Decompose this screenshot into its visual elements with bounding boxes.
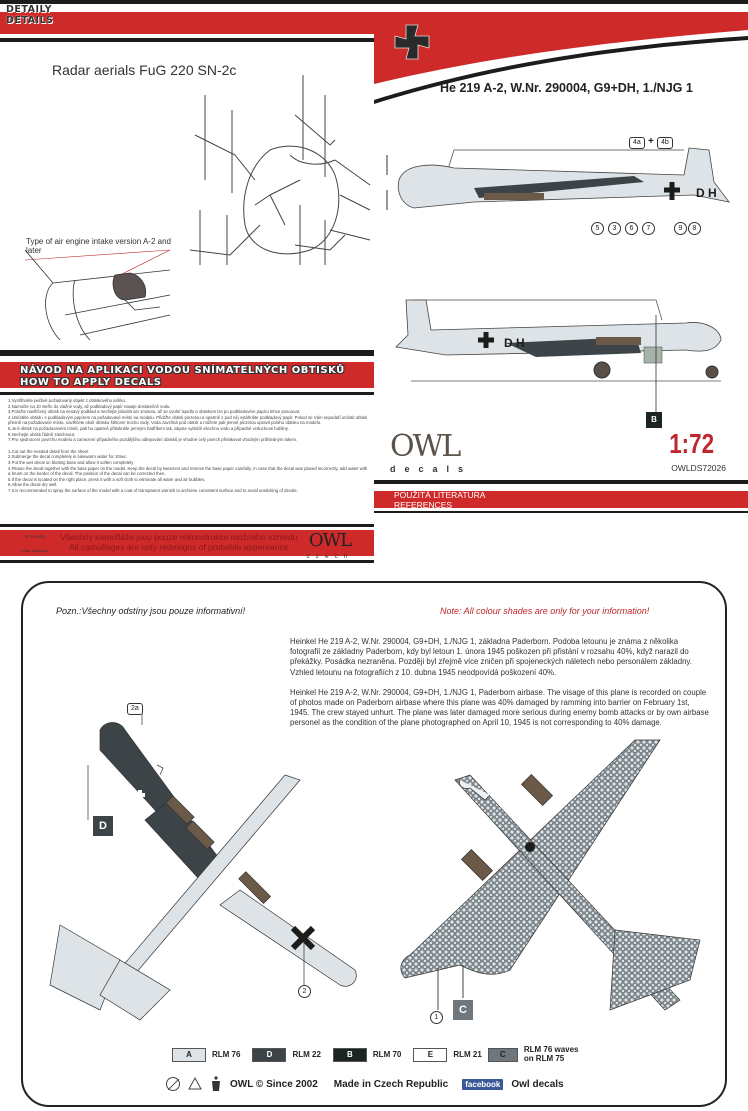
swatch-d: D (252, 1048, 286, 1062)
instruction-en-2: 2.Submerge the decal completely in lukewarm water for 10sec (8, 454, 127, 460)
aircraft-title: He 219 A-2, W.Nr. 290004, G9+DH, 1./NJG 1 (440, 81, 693, 95)
callout-7: 7 (642, 222, 655, 235)
callout-plus: + (648, 136, 654, 147)
bottom-view-drawing (390, 740, 720, 1040)
callout-2a: 2a (127, 703, 143, 715)
description-cz: Heinkel He 219 A-2, W.Nr. 290004, G9+DH, 1./NJG 1, základna Paderborn. Podoba letounu je známa z několika fotografií ze základny Paderborn, kdy byl letoun 1. února 1945 poškozen při přistání v rozsahu 40%, když narazil do překážky. Posádka nezraněna. Později byl zřejmě více zničen při spojeneckých náletech nebo personálem základny. Vzhled letounu na fotografiích z 10. dubna 1945 neodpovídá poškození 40%. (290, 637, 692, 677)
color-note-cz: Pozn.:Všechny odstíny jsou pouze informativní! (56, 606, 246, 616)
instruction-en-3: 3.Put the wet decal on blotting base and allow it soften completely (8, 459, 134, 465)
instruction-cz-3: 3.Položte navlhčený obtisk na nesavý podklad a nechejte působit asi 1minutu, až se uvolní lepidlo a obtiskem lze po podkladovém papíru lehce posouvat. (8, 409, 301, 415)
swatch-c-label (524, 1046, 579, 1063)
apply-banner (0, 350, 374, 395)
callout-5: 5 (591, 222, 604, 235)
color-legend (172, 1046, 579, 1063)
camouflage-note-en: All camuflages are only redesigns of probable appereance. (69, 541, 291, 552)
apply-heading-en: HOW TO APPLY DECALS (20, 377, 162, 388)
instruction-en-1: 1.Cut out the needed detail from the sheet (8, 448, 89, 454)
color-marker-b: B (646, 412, 662, 428)
callout-6: 6 (625, 222, 638, 235)
instruction-cz-5: 5.Je-li obtisk na požadovaném místě, pak ho opatrně přitiskněte jemným hadříkem tak, abyste vytlačili všechnu vodu a případné vzduchové bubliny. (8, 425, 289, 431)
details-heading (6, 4, 53, 26)
references-heading-en: REFERENCES (394, 499, 453, 510)
references-banner (374, 480, 748, 513)
color-marker-c: C (453, 1000, 473, 1020)
copyright: OWL © Since 2002 (230, 1078, 318, 1090)
profile-panel (374, 0, 748, 565)
swatch-c-label-line1: RLM 76 waves (523, 1045, 579, 1054)
side-codes: D H (696, 186, 717, 200)
radar-aerials-title: Radar aerials FuG 220 SN-2c (52, 62, 237, 78)
instruction-en-5: 5.If the decal is located on the right place, press it with a soft cloth to eliminate all water and air bubbles. (8, 476, 206, 482)
bottom-footer (166, 1076, 564, 1092)
owl-czech-logo-sub: czech (306, 553, 354, 560)
color-note-en: Note: All colour shades are only for your information! (440, 606, 650, 616)
iron-cross-icon (394, 24, 430, 60)
camouflage-disclaimer-strip (0, 524, 374, 564)
instruction-cz-2: 2.Namočte na 10 vteřin do vlažné vody, až podkladový papír nasaje dostatečně vodu. (8, 403, 171, 409)
instruction-cz-4: 4.Umístěte obtisk i s podkladovým papírem na požadované místo na modelu. Přidržte obtisk pinzetou a opatrně z pod něj vytáhněte podkladový papír. Pokud se Vám nepodaří umístit obtisk přesně na požadované místo, navlhčete okolí obtisku štětcem trochu vody. Voda zavzlíná pod obtisk a můžete pak jemně pinzetou upravit polohu obtisku na modelu. (8, 414, 367, 426)
instruction-en-4: 4.Please the decal together with the base paper on the model. Keep the decal by tweezers and remove the base paper carefully. In case that the decal was placed incorrectly, add water with a brush on the border of the decal. The position of the decal can be corrected then. (8, 465, 368, 477)
owl-decals-logo-sub: decals (390, 464, 473, 474)
recycle-pap-icon (188, 1077, 202, 1091)
swatch-b: B (333, 1048, 367, 1062)
top-view-drawing (60, 690, 380, 1030)
owl-decals-logo-text: OWL (390, 429, 460, 464)
details-panel (0, 0, 374, 565)
callout-2: 2 (298, 985, 311, 998)
details-heading-en: DETAILS (6, 15, 54, 26)
owl-decals-logo (390, 429, 510, 474)
instruction-en-7: 7.It is recommended to spray the surface of the model with a coat of transparent varnish to archieve consistent surface and to avoid unsticking of decals. (8, 487, 298, 493)
svg-text:D H: D H (504, 336, 525, 350)
references-heading-cz: POUŽITÁ LITERATURA (394, 490, 486, 500)
product-code: OWLDS72026 (671, 463, 726, 473)
swatch-a: A (172, 1048, 206, 1062)
swatch-e-label: RLM 21 (453, 1050, 482, 1059)
owl-czech-logo-text: OWL (308, 530, 352, 551)
owl-czech-logo (300, 530, 360, 560)
contact-email: e-mail: owl@owl.cz (21, 548, 49, 553)
apply-heading-cz: NÁVOD NA APLIKACI VODOU SNÍMATELNÝCH OBTISKŮ (20, 365, 345, 376)
no-child-warning-icon (166, 1077, 180, 1091)
swatch-d-label: RLM 22 (292, 1050, 321, 1059)
camouflage-note-cz: Všechny kamufláže jsou pouze rekonstrukce možného vzhledu. (60, 532, 300, 542)
instruction-cz-1: 1.Vystřihněte pečlivě požadovaný objekt z obtiskového aršíku. (8, 398, 127, 403)
contact-name: PETR HOBŽA (24, 535, 46, 539)
details-banner (0, 0, 374, 44)
color-marker-d: D (93, 816, 113, 836)
scale-label: 1:72 (669, 428, 714, 459)
made-in: Made in Czech Republic (333, 1078, 449, 1090)
details-heading-cz: DETAILY (6, 4, 52, 15)
instruction-cz-7: 7.Pro sjednocení povrchu modelu a zamezení případného pozdějšího odlepování obtisků je vhodné celý povrch přelakovat vhodným průhledným lakem. (8, 437, 298, 443)
contact-info (10, 536, 60, 554)
facebook-icon: facebook (462, 1079, 503, 1090)
callout-4b: 4b (657, 137, 673, 149)
engine-intake-drawing (20, 245, 180, 340)
callout-3: 3 (608, 222, 621, 235)
callout-1: 1 (430, 1011, 443, 1024)
trash-bin-icon (210, 1076, 222, 1092)
intake-label: Type of air engine intake version A-2 and later (26, 237, 171, 255)
instruction-en-6: 6.Allow the decal dry well. (8, 482, 58, 488)
facebook-page-name: Owl decals (511, 1078, 564, 1090)
left-side-profile (384, 140, 734, 220)
camouflage-note (60, 533, 300, 552)
swatch-c-label-line2: on RLM 75 (523, 1053, 565, 1063)
callout-8: 8 (688, 222, 701, 235)
callout-9: 9 (674, 222, 687, 235)
swatch-e: E (413, 1048, 447, 1062)
swatch-b-label: RLM 70 (372, 1050, 402, 1059)
radar-aerials-drawing (170, 55, 370, 265)
decal-instructions (8, 398, 368, 494)
swatch-c: C (488, 1048, 518, 1062)
swatch-a-label: RLM 76 (212, 1050, 241, 1059)
right-side-profile (386, 295, 736, 385)
callout-4a: 4a (629, 137, 645, 149)
instruction-cz-6: 6.Nechejte obtisk řádně zaschnout. (8, 431, 76, 437)
description-en: Heinkel He 219 A-2, W.Nr. 290004, G9+DH, 1./NJG 1, Paderborn airbase. The visage of this plane is recorded on couple of photos made on Paderborn airbase where this plane was 40% damaged by ramming into barrier on February 1st, 1945. The crew stayed unhurt. The plane was later damaged more serious during enemy bomb attacks or by own airbase personel as the condition of the plane photographed on April 10, 1945 is not corresponding to 40% damage. (290, 687, 709, 728)
